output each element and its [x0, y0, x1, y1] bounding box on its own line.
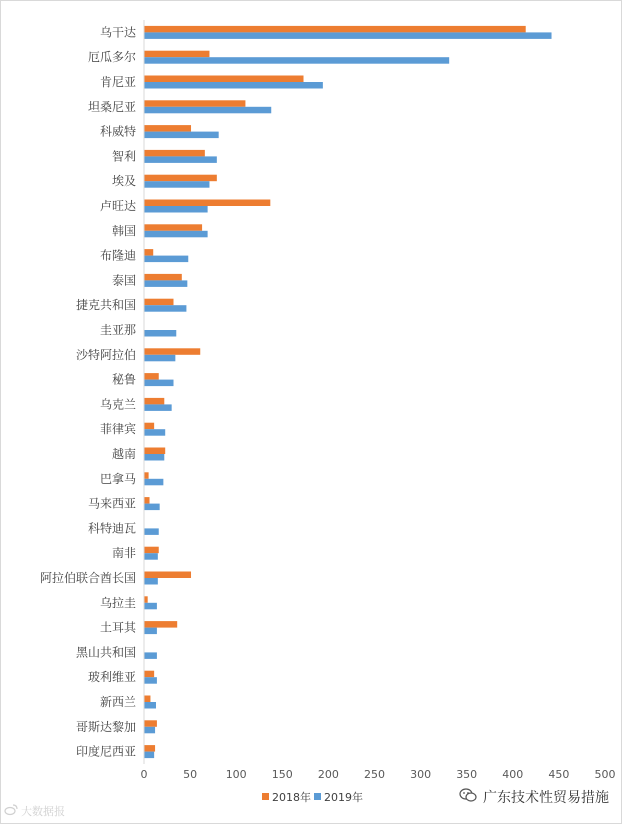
bar-series-1 — [144, 423, 154, 430]
x-tick-label: 0 — [140, 768, 148, 781]
legend-swatch — [262, 793, 269, 800]
category-label: 巴拿马 — [99, 471, 136, 486]
category-label: 科威特 — [99, 124, 136, 139]
bar-series-1 — [144, 76, 304, 83]
wechat-watermark — [459, 787, 609, 807]
category-label: 智利 — [111, 149, 136, 164]
category-label: 乌干达 — [99, 25, 136, 40]
category-label: 泰国 — [111, 273, 136, 288]
wechat-watermark-text: 广东技术性贸易措施 — [483, 790, 609, 806]
bar-series-2 — [144, 330, 176, 337]
bar-series-2 — [144, 727, 155, 734]
category-label: 乌克兰 — [99, 397, 136, 412]
category-label: 韩国 — [111, 223, 136, 238]
bar-series-2 — [144, 107, 271, 114]
wechat-icon — [459, 787, 477, 807]
bar-series-1 — [144, 448, 165, 455]
bar-series-2 — [144, 132, 219, 139]
x-tick-label: 100 — [225, 768, 247, 781]
bar-series-2 — [144, 454, 164, 461]
bar-series-2 — [144, 652, 157, 659]
weibo-watermark-text: 大数据报 — [21, 805, 65, 818]
category-label: 埃及 — [111, 174, 136, 189]
bar-series-2 — [144, 578, 158, 585]
bar-series-1 — [144, 720, 157, 727]
category-label: 沙特阿拉伯 — [75, 347, 136, 362]
bar-series-1 — [144, 696, 150, 703]
category-label: 厄瓜多尔 — [87, 50, 136, 65]
bar-series-2 — [144, 752, 154, 759]
x-tick-label: 50 — [183, 768, 198, 781]
bar-series-1 — [144, 175, 217, 182]
bar-series-1 — [144, 51, 209, 58]
bar-series-2 — [144, 404, 172, 411]
category-label: 科特迪瓦 — [87, 521, 136, 536]
category-label: 印度尼西亚 — [75, 744, 136, 759]
bar-series-2 — [144, 156, 217, 163]
bar-series-1 — [144, 125, 191, 132]
category-label: 黑山共和国 — [75, 645, 136, 660]
bar-series-1 — [144, 299, 174, 306]
bar-series-2 — [144, 206, 208, 213]
category-label: 乌拉圭 — [99, 595, 136, 610]
bar-series-1 — [144, 398, 164, 405]
chart-border — [1, 1, 622, 824]
bar-series-1 — [144, 547, 159, 554]
x-tick-label: 400 — [502, 768, 524, 781]
bar-series-2 — [144, 702, 156, 709]
category-label: 坦桑尼亚 — [87, 99, 136, 114]
bar-series-1 — [144, 200, 270, 207]
category-label: 捷克共和国 — [75, 298, 136, 313]
bar-series-2 — [144, 280, 187, 287]
bar-series-1 — [144, 26, 526, 33]
category-label: 肯尼亚 — [99, 75, 136, 89]
legend-swatch — [314, 793, 321, 800]
bar-series-1 — [144, 497, 150, 504]
x-tick-label: 350 — [456, 768, 478, 781]
bar-series-2 — [144, 256, 188, 263]
bar-series-2 — [144, 305, 186, 312]
bar-series-1 — [144, 596, 148, 603]
bar-series-2 — [144, 82, 323, 89]
category-label: 越南 — [111, 447, 136, 461]
bar-series-1 — [144, 150, 205, 157]
bar-series-1 — [144, 274, 182, 281]
x-tick-label: 300 — [410, 768, 432, 781]
bar-series-1 — [144, 224, 202, 231]
weibo-watermark — [4, 803, 65, 819]
legend-label: 2018年 — [272, 791, 311, 804]
x-tick-label: 250 — [364, 768, 385, 781]
bar-series-1 — [144, 472, 149, 479]
bar-series-2 — [144, 504, 160, 511]
bar-series-1 — [144, 348, 200, 355]
bar-series-2 — [144, 429, 165, 436]
x-tick-label: 150 — [271, 768, 293, 781]
category-label: 秘鲁 — [111, 372, 136, 387]
category-label: 卢旺达 — [99, 199, 136, 213]
bar-series-1 — [144, 100, 245, 107]
legend-label: 2019年 — [324, 791, 363, 804]
bar-series-2 — [144, 677, 157, 684]
bar-series-2 — [144, 479, 163, 486]
category-label: 玻利维亚 — [87, 670, 136, 685]
category-label: 新西兰 — [99, 695, 136, 709]
category-label: 马来西亚 — [87, 496, 136, 511]
bar-series-2 — [144, 603, 157, 610]
bar-series-2 — [144, 380, 174, 387]
bar-series-2 — [144, 553, 158, 560]
bar-series-1 — [144, 745, 155, 752]
bar-series-2 — [144, 57, 449, 64]
x-tick-label: 450 — [548, 768, 570, 781]
weibo-icon — [4, 804, 18, 819]
x-tick-label: 200 — [317, 768, 339, 781]
bar-series-2 — [144, 32, 552, 39]
category-label: 土耳其 — [99, 620, 136, 635]
x-tick-label: 500 — [594, 768, 616, 781]
bar-series-2 — [144, 355, 175, 362]
bar-series-1 — [144, 621, 177, 628]
category-label: 菲律宾 — [99, 422, 136, 437]
category-label: 布隆迪 — [99, 248, 136, 263]
bar-series-2 — [144, 528, 159, 535]
category-label: 圭亚那 — [99, 323, 136, 337]
bar-series-1 — [144, 572, 191, 579]
category-label: 哥斯达黎加 — [75, 719, 136, 734]
bar-series-2 — [144, 628, 157, 635]
bar-series-2 — [144, 231, 208, 238]
category-label: 南非 — [111, 546, 136, 561]
bar-series-1 — [144, 671, 154, 678]
bar-series-2 — [144, 181, 209, 188]
category-label: 阿拉伯联合酋长国 — [39, 571, 136, 585]
bar-series-1 — [144, 373, 159, 380]
bar-series-1 — [144, 249, 153, 256]
